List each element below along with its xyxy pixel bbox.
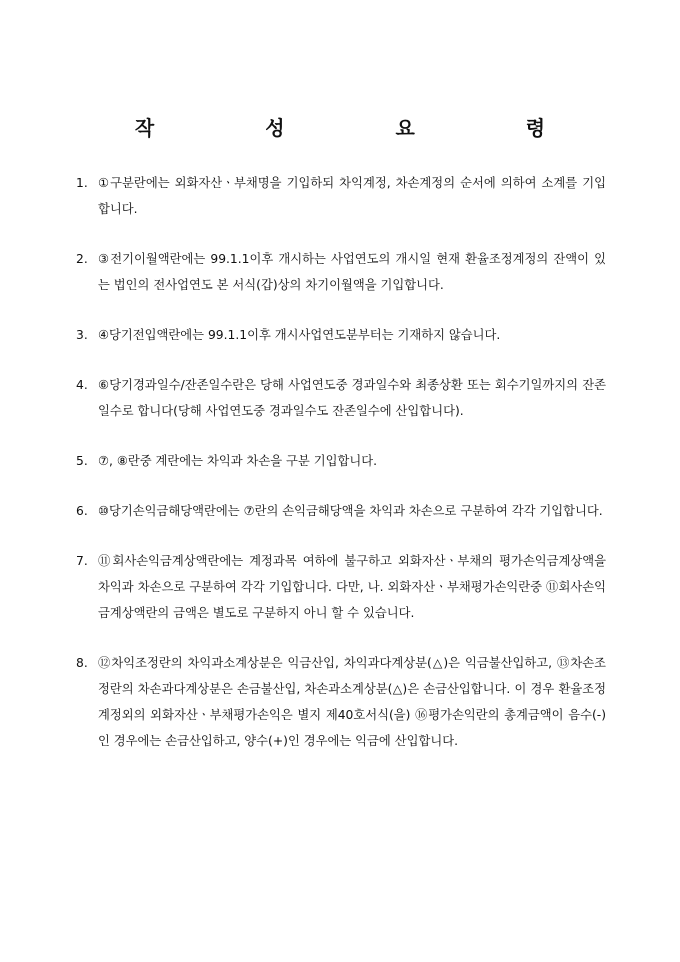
instruction-item [76, 322, 606, 348]
item-text: ⑫차익조정란의 차익과소계상분은 익금산입, 차익과다계상분(△)은 익금불산입하고, ⑬차손조정란의 차손과다계상분은 손금불산입, 차손과소계상분(△)은 손금산입합니다. 이 경우 환율조정계정외의 외화자산ㆍ부채평가손익은 별지 제40호서식(을) ⑯평가손익란의 총계금액이 음수(-)인 경우에는 손금산입하고, 양수(+)인 경우에는 익금에 산입합니다. [98, 656, 606, 748]
item-text: ③전기이월액란에는 99.1.1이후 개시하는 사업연도의 개시일 현재 환율조정계정의 잔액이 있는 법인의 전사업연도 본 서식(갑)상의 차기이월액을 기입합니다. [98, 252, 606, 292]
item-number: 2. [76, 252, 88, 266]
instruction-item [76, 498, 606, 524]
instruction-item [76, 548, 606, 626]
item-number: 6. [76, 504, 88, 518]
item-number: 1. [76, 176, 88, 190]
item-number: 7. [76, 554, 88, 568]
item-number: 4. [76, 378, 88, 392]
item-text: ①구분란에는 외화자산ㆍ부채명을 기입하되 차익계정, 차손계정의 순서에 의하여 소계를 기입합니다. [98, 176, 606, 216]
item-text: ⑦, ⑧란중 계란에는 차익과 차손을 구분 기입합니다. [98, 454, 378, 468]
instruction-item [76, 372, 606, 424]
item-text: ④당기전입액란에는 99.1.1이후 개시사업연도분부터는 기재하지 않습니다. [98, 328, 501, 342]
instruction-item [76, 170, 606, 222]
item-text: ⑥당기경과일수/잔존일수란은 당해 사업연도중 경과일수와 최종상환 또는 회수기일까지의 잔존일수로 합니다(당해 사업연도중 경과일수도 잔존일수에 산입합니다). [98, 378, 606, 418]
item-number: 8. [76, 656, 88, 670]
instruction-item [76, 448, 606, 474]
instruction-item [76, 246, 606, 298]
instruction-list [76, 170, 606, 778]
instruction-item [76, 650, 606, 754]
item-text: ⑪회사손익금계상액란에는 계정과목 여하에 불구하고 외화자산ㆍ부채의 평가손익금계상액을 차익과 차손으로 구분하여 각각 기입합니다. 다만, 나. 외화자산ㆍ부채평가손익란중 ⑪회사손익금계상액란의 금액은 별도로 구분하지 아니 할 수 있습니다. [98, 554, 606, 620]
item-text: ⑩당기손익금해당액란에는 ⑦란의 손익금해당액을 차익과 차손으로 구분하여 각각 기입합니다. [98, 504, 603, 518]
document-title: 작 성 요 령 [134, 116, 598, 140]
item-number: 5. [76, 454, 88, 468]
item-number: 3. [76, 328, 88, 342]
